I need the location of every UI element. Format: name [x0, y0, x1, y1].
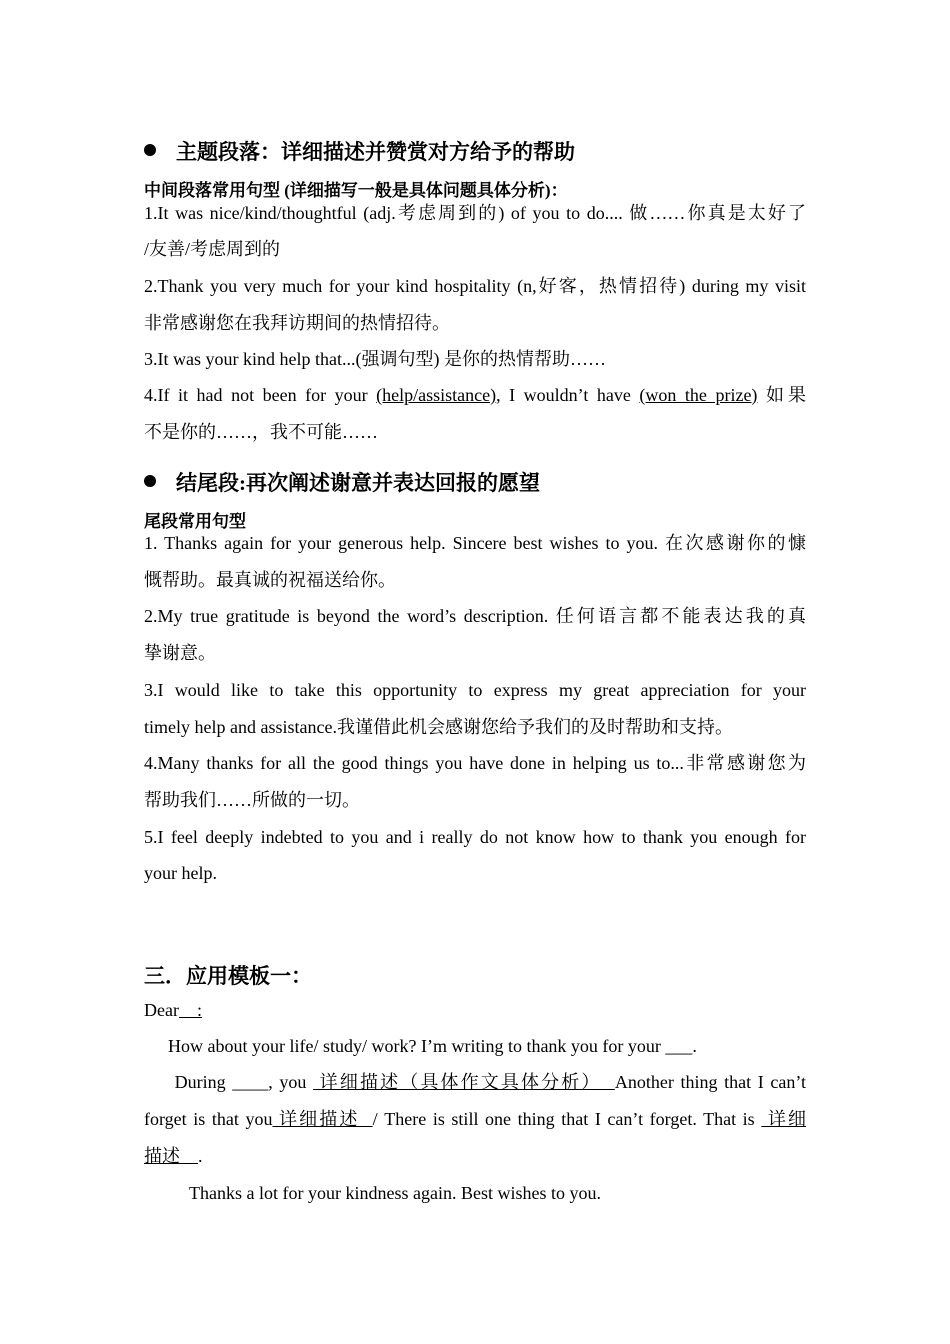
- paragraph-line: 3.I would like to take this opportunity to express my great appreciation for your: [144, 680, 806, 700]
- paragraph-line: 1. Thanks again for your generous help. Sincere best wishes to you. 在次感谢你的慷: [144, 533, 806, 553]
- underlined-phrase: 描述: [144, 1146, 198, 1166]
- salutation: Dear :: [144, 1000, 202, 1020]
- blank-line: :: [178, 1000, 202, 1020]
- paragraph-line: 2.Thank you very much for your kind hospitality (n,好客，热情招待) during my visit: [144, 276, 806, 296]
- paragraph-line: Thanks a lot for your kindness again. Best wishes to you.: [189, 1183, 601, 1203]
- underlined-phrase: 详细描述（具体作文具体分析）: [313, 1072, 615, 1092]
- paragraph-line: 5.I feel deeply indebted to you and i really do not know how to thank you enough for: [144, 827, 806, 847]
- underlined-phrase: (help/assistance): [376, 385, 497, 405]
- section-heading: 三．应用模板一：: [144, 964, 312, 988]
- paragraph-line: /友善/考虑周到的: [144, 239, 281, 259]
- paragraph-line: 4.If it had not been for your (help/assistance), I wouldn’t have (won the prize) 如果: [144, 385, 807, 405]
- underlined-phrase: (won the prize): [639, 385, 758, 405]
- paragraph-line: forget is that you 详细描述 / There is still one thing that I can’t forget. That is 详细: [144, 1109, 806, 1129]
- paragraph-line: How about your life/ study/ work? I’m writing to thank you for your ___.: [168, 1036, 697, 1056]
- paragraph-line: During ____, you 详细描述（具体作文具体分析） Another thing that I can’t: [168, 1072, 807, 1092]
- paragraph-line: 帮助我们……所做的一切。: [144, 790, 360, 810]
- paragraph-line: 2.My true gratitude is beyond the word’s description. 任何语言都不能表达我的真: [144, 606, 806, 626]
- section-subheading: 中间段落常用句型 (详细描写一般是具体问题具体分析)：: [144, 181, 568, 200]
- paragraph-line: 不是你的……，我不可能……: [144, 422, 378, 442]
- paragraph-line: 描述 .: [144, 1146, 203, 1166]
- bullet-icon: [144, 475, 156, 487]
- underlined-phrase: 详细: [761, 1109, 806, 1129]
- paragraph-line: 1.It was nice/kind/thoughtful (adj.考虑周到的) of you to do.... 做……你真是太好了: [144, 203, 806, 223]
- section-heading: 主题段落：详细描述并赞赏对方给予的帮助: [144, 136, 575, 166]
- paragraph-line: 慨帮助。最真诚的祝福送给你。: [144, 570, 396, 590]
- section-subheading: 尾段常用句型: [144, 512, 246, 531]
- paragraph-line: 4.Many thanks for all the good things you have done in helping us to...非常感谢您为: [144, 753, 806, 773]
- paragraph-line: your help.: [144, 863, 217, 883]
- paragraph-line: 挚谢意。: [144, 643, 216, 663]
- paragraph-line: 非常感谢您在我拜访期间的热情招待。: [144, 313, 450, 333]
- paragraph-line: 3.It was your kind help that...(强调句型) 是你的热情帮助……: [144, 349, 606, 369]
- bullet-icon: [144, 144, 156, 156]
- paragraph-line: timely help and assistance.我谨借此机会感谢您给予我们的及时帮助和支持。: [144, 717, 733, 737]
- underlined-phrase: 详细描述: [272, 1109, 373, 1129]
- section-heading: 结尾段:再次阐述谢意并表达回报的愿望: [144, 467, 540, 497]
